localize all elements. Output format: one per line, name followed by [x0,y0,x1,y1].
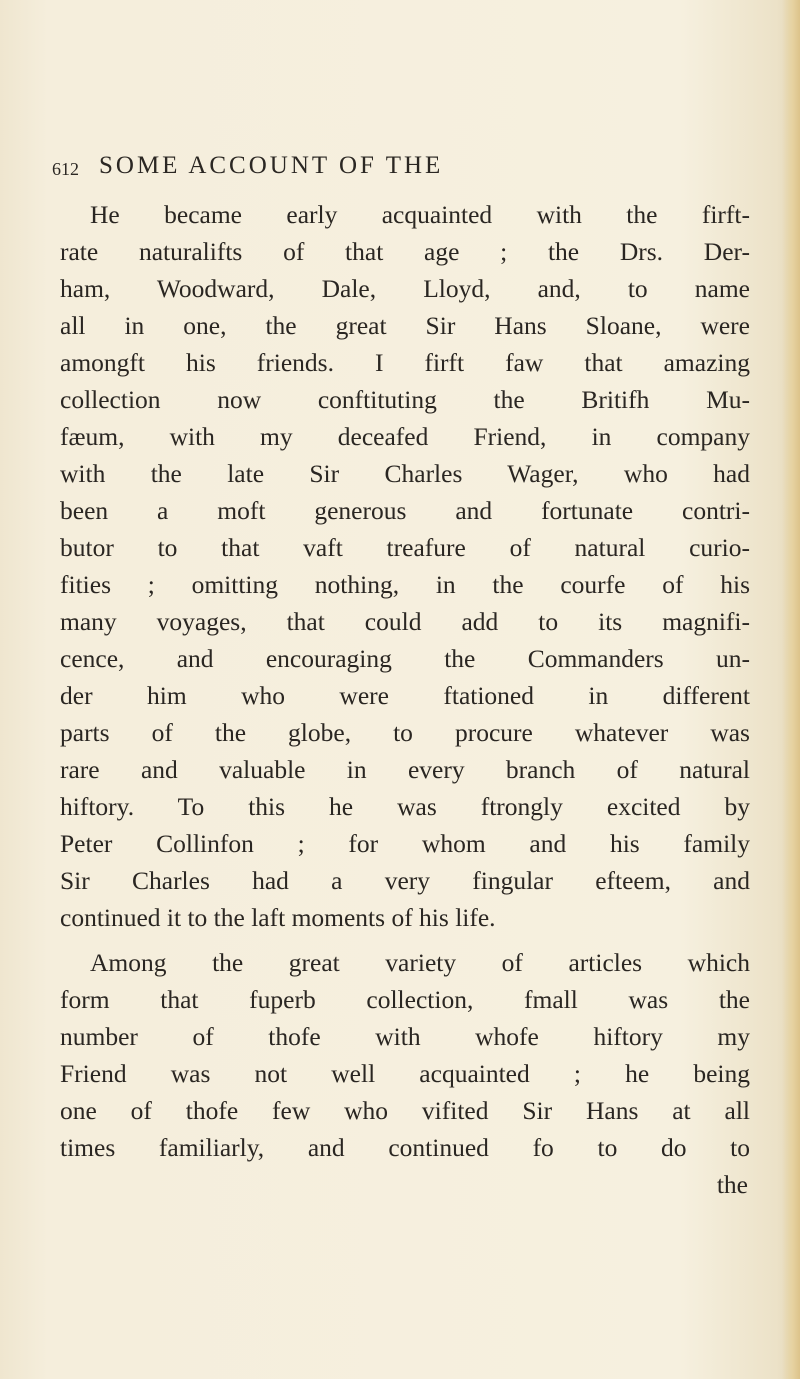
text-line: fæum, with my deceafed Friend, in company [60,422,750,451]
catchword: the [716,1170,748,1199]
text-line: hiftory. To this he was ftrongly excited by [60,792,750,821]
text-line: with the late Sir Charles Wager, who had [60,459,750,488]
paragraph-1 [60,196,750,936]
page-edge [782,0,800,1379]
text-line: form that fuperb collection, fmall was the [60,985,750,1014]
text-line: der him who were ftationed in different [60,681,750,710]
text-line: all in one, the great Sir Hans Sloane, were [60,311,750,340]
text-line: rare and valuable in every branch of natural [60,755,750,784]
text-line: collection now conftituting the Britifh Mu- [60,385,750,414]
text-line: one of thofe few who vifited Sir Hans at all [60,1096,750,1125]
text-line: number of thofe with whofe hiftory my [60,1022,750,1051]
paragraph-2 [60,944,750,1166]
body-text [60,196,750,1203]
text-line: amongft his friends. I firft faw that amazing [60,348,750,377]
text-line: Among the great variety of articles which [90,948,750,977]
text-line: butor to that vaft treafure of natural curio- [60,533,750,562]
text-line: cence, and encouraging the Commanders un- [60,644,750,673]
text-line: continued it to the laft moments of his life. [60,903,496,932]
text-line: times familiarly, and continued fo to do to [60,1133,750,1162]
text-line: been a moft generous and fortunate contri- [60,496,750,525]
text-line: Peter Collinfon ; for whom and his family [60,829,750,858]
text-line: Friend was not well acquainted ; he being [60,1059,750,1088]
page-number: 612 [52,159,79,179]
text-line: Sir Charles had a very fingular efteem, and [60,866,750,895]
text-line: many voyages, that could add to its magnifi- [60,607,750,636]
text-line: ham, Woodward, Dale, Lloyd, and, to name [60,274,750,303]
text-line: rate naturalifts of that age ; the Drs. Der- [60,237,750,266]
text-line: parts of the globe, to procure whatever was [60,718,750,747]
text-line: He became early acquainted with the firft- [90,200,750,229]
running-title: SOME ACCOUNT OF THE [99,152,444,179]
text-line: fities ; omitting nothing, in the courfe of his [60,570,750,599]
running-header [52,152,443,180]
